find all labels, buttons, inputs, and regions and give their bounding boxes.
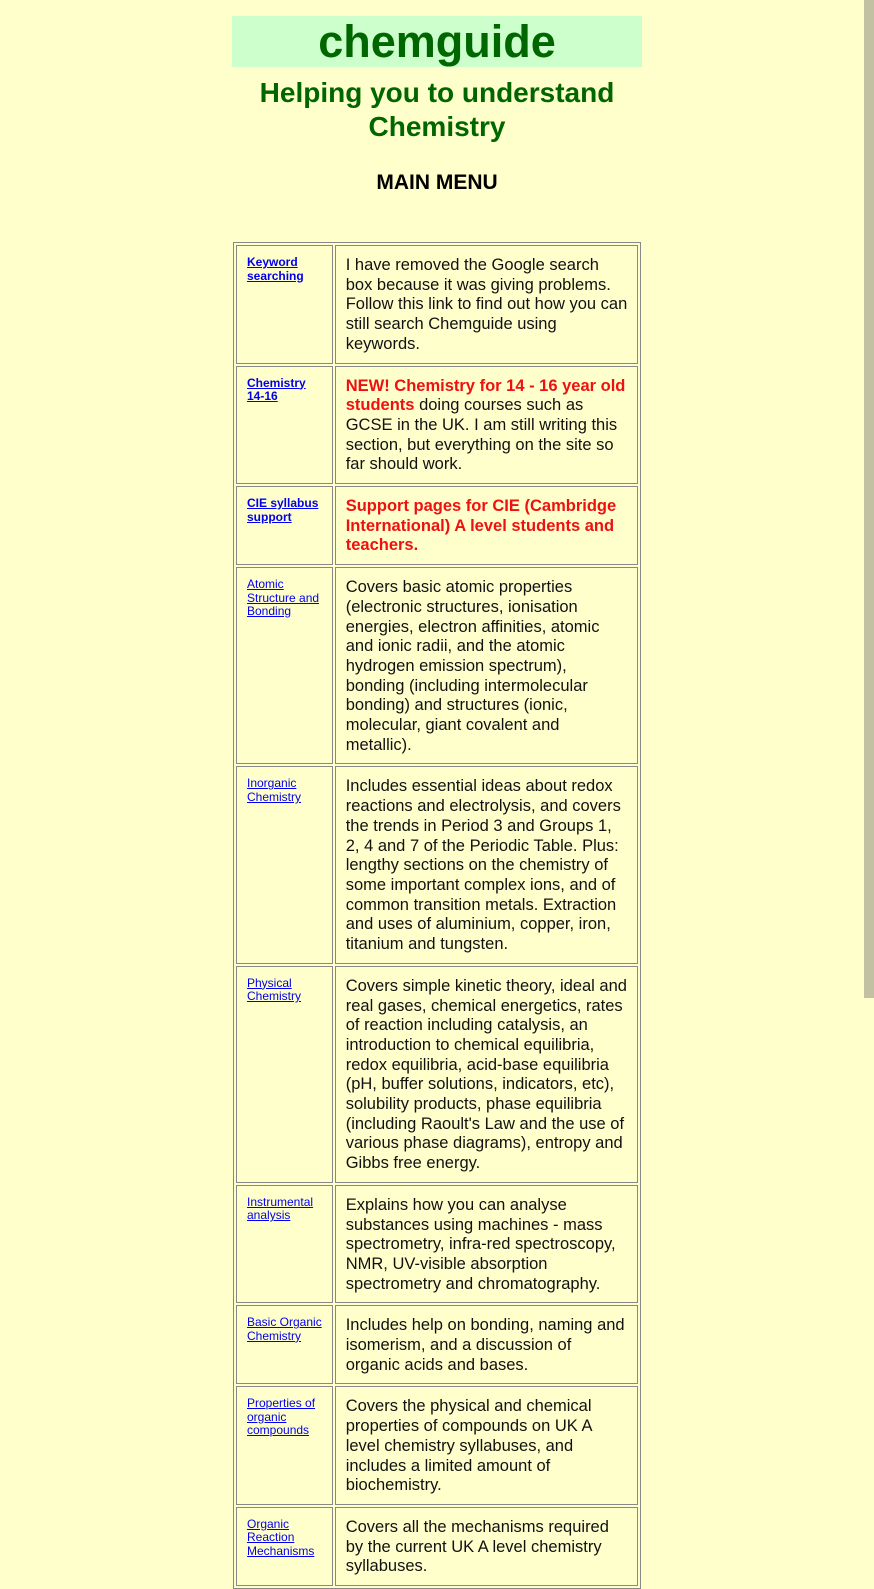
description-highlight: NEW! Chemistry for 14 - 16 year old students (345, 376, 626, 415)
description-text: Covers basic atomic properties (electronic structures, ionisation energies, electron affinities, atomic and ionic radii, and the atomic hydrogen emission spectrum), bonding (including intermolecular bonding) and structures (ionic, molecular, giant covalent and metallic). (345, 578, 600, 754)
description-text: Explains how you can analyse substances using machines - mass spectrometry, infra-red spectroscopy, NMR, UV-visible absorption spectrometry and chromatography. (345, 1195, 616, 1293)
menu-description-cell (335, 1386, 638, 1505)
link-keyword-searching[interactable]: Keyword searching (247, 255, 304, 283)
menu-row (236, 966, 638, 1183)
link-cie-syllabus-support[interactable]: CIE syllabus support (247, 496, 319, 524)
menu-link-cell (236, 486, 333, 565)
menu-description-cell (335, 966, 638, 1183)
scrollbar-thumb[interactable] (864, 0, 874, 998)
menu-description (336, 487, 637, 564)
main-menu-body (236, 245, 638, 1586)
menu-description-cell (335, 766, 638, 963)
menu-link-cell (236, 966, 333, 1183)
menu-description (336, 1387, 637, 1504)
menu-link-cell (236, 366, 333, 485)
description-highlight: Support pages for CIE (Cambridge International) A level students and teachers. (345, 497, 617, 555)
menu-description-cell (335, 1185, 638, 1304)
menu-description (336, 1508, 637, 1585)
site-logo: chemguide (232, 16, 642, 67)
link-physical-chemistry[interactable]: Physical Chemistry (247, 975, 302, 1004)
menu-description-cell (335, 245, 638, 364)
description-text: Covers the physical and chemical properties of compounds on UK A level chemistry syllabuses, and includes a limited amount of biochemistry. (345, 1397, 592, 1495)
description-text: Covers all the mechanisms required by the current UK A level chemistry syllabuses. (345, 1517, 609, 1576)
description-text: Includes help on bonding, naming and isomerism, and a discussion of organic acids and bases. (345, 1316, 625, 1374)
menu-link-cell (236, 766, 333, 963)
menu-description (336, 767, 637, 962)
description-text: Includes essential ideas about redox reactions and electrolysis, and covers the trends in Period 3 and Groups 1, 2, 4 and 7 of the Periodic Table. Plus: lengthy sections on the chemistry of some important complex ions, and of common transition metals. Extraction and uses of aluminium, copper, iron, titanium and tungsten. (345, 777, 621, 954)
menu-link-cell (236, 567, 333, 764)
page-title: MAIN MENU (376, 171, 498, 194)
menu-description-cell (335, 486, 638, 565)
menu-description (336, 367, 637, 484)
menu-description-cell (335, 366, 638, 485)
menu-description (336, 568, 637, 763)
menu-row (236, 486, 638, 565)
vertical-scrollbar[interactable] (864, 0, 874, 1555)
menu-row (236, 766, 638, 963)
link-atomic-structure-bonding[interactable]: Atomic Structure and Bonding (247, 577, 320, 619)
menu-row (236, 1507, 638, 1586)
description-text: I have removed the Google search box because it was giving problems. Follow this link to find out how you can still search Chemguide using keywords. (345, 256, 628, 353)
link-properties-organic-compounds[interactable]: Properties of organic compounds (247, 1396, 316, 1438)
menu-row (236, 245, 638, 364)
description-text: Covers simple kinetic theory, ideal and real gases, chemical energetics, rates of reaction including catalysis, an introduction to chemical equilibria, redox equilibria, acid-base equilibria (pH, buffer solutions, indicators, etc), solubility products, phase equilibria (including Raoult's Law and the use of various phase diagrams), entropy and Gibbs free energy. (345, 976, 627, 1173)
link-inorganic-chemistry[interactable]: Inorganic Chemistry (247, 776, 302, 804)
main-menu-table (233, 242, 641, 1589)
description-text: doing courses such as GCSE in the UK. I am still writing this section, but everything on the site so far should work. (345, 396, 618, 474)
link-organic-reaction-mechanisms[interactable]: Organic Reaction Mechanisms (247, 1516, 315, 1558)
menu-description (336, 246, 637, 363)
menu-link-cell (236, 1305, 333, 1384)
menu-link-cell (236, 1185, 333, 1304)
link-chemistry-14-16[interactable]: Chemistry 14-16 (247, 375, 306, 404)
menu-description-cell (335, 567, 638, 764)
menu-link-cell (236, 1386, 333, 1505)
menu-row (236, 366, 638, 485)
menu-link-cell (236, 245, 333, 364)
menu-description-cell (335, 1305, 638, 1384)
menu-row (236, 1185, 638, 1304)
link-instrumental-analysis[interactable]: Instrumental analysis (247, 1194, 314, 1223)
link-basic-organic-chemistry[interactable]: Basic Organic Chemistry (247, 1315, 322, 1343)
menu-description (336, 1186, 637, 1303)
menu-description (336, 1306, 637, 1383)
menu-row (236, 1386, 638, 1505)
site-tagline: Helping you to understand Chemistry (259, 77, 615, 142)
menu-description (336, 967, 637, 1182)
menu-link-cell (236, 1507, 333, 1586)
menu-description-cell (335, 1507, 638, 1586)
menu-row (236, 1305, 638, 1384)
menu-row (236, 567, 638, 764)
